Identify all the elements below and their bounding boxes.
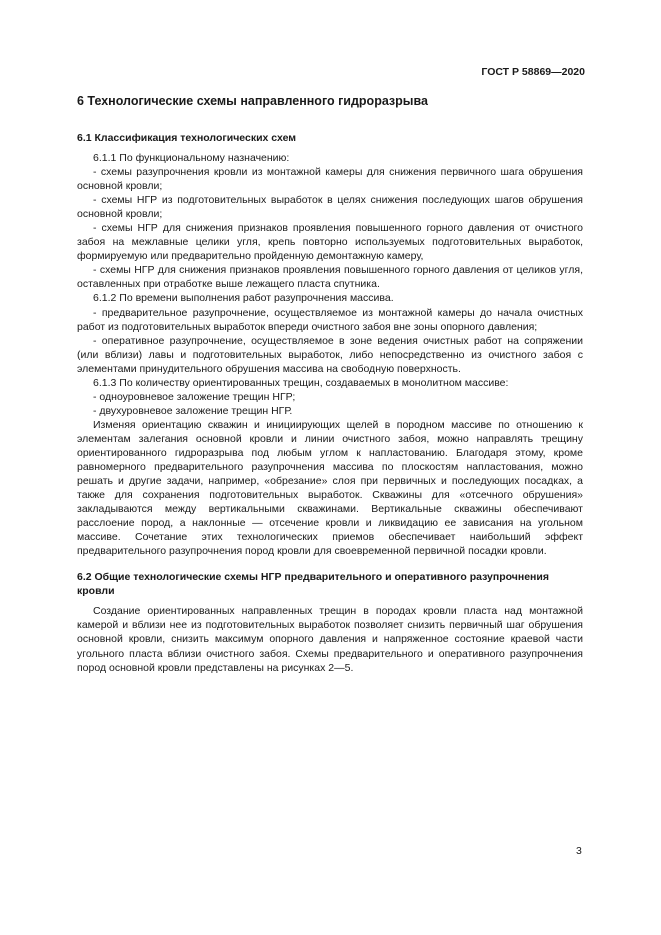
list-item: - одноуровневое заложение трещин НГР; <box>93 390 296 403</box>
list-item: - схемы разупрочнения кровли из монтажной камеры для снижения первичного шага обрушения основной кровли; <box>77 166 583 193</box>
list-item: - двухуровневое заложение трещин НГР. <box>93 404 293 417</box>
page-number: 3 <box>576 845 582 857</box>
list-item: - предварительное разупрочнение, осуществляемое из монтажной камеры до начала очистных работ из подготовительных выработок впереди очистного забоя вне зоны опорного давления; <box>77 306 583 333</box>
subsection-title: 6.1 Классификация технологических схем <box>77 132 297 144</box>
paragraph: 6.1.2 По времени выполнения работ разупрочнения массива. <box>93 292 394 305</box>
subsection-title: 6.2 Общие технологические схемы НГР предварительного и оперативного разупрочнения кровли <box>77 571 549 598</box>
paragraph: Изменяя ориентацию скважин и инициирующих щелей в породном массиве по отношению к элементам залегания основной кровли и линии очистного забоя, можно направлять трещину ориентированного гидроразрыва под любым углом к напластованию. Благодаря этому, кроме равномерного предварительного разупрочнения массива по плоскостям напластования, можно решать и другие задачи, например, «обрезание» слоя при первичных и последующих посадках, а также для сохранения подготовительных выработок. Скважины для «отсечного обрушения» закладываются между вертикальными скважинами. Вертикальные скважины обеспечивают расслоение пород, а наклонные — отсечение кровли и ликвидацию ее зависания на угольном массиве. Сочетание этих технологических приемов обеспечивает наибольший эффект предварительного разупрочнения пород кровли для своевременной первичной посадки кровли. <box>77 418 583 558</box>
section-title: 6 Технологические схемы направленного гидроразрыва <box>77 94 428 108</box>
list-item: - оперативное разупрочнение, осуществляемое в зоне ведения очистных работ на сопряжении (или вблизи) лавы и подготовительных выработок, либо непосредственно из очистного забоя с элементами принудительного обрушения массива на свободную поверхность. <box>77 334 583 375</box>
list-item: - схемы НГР для снижения признаков проявления повышенного горного давления от целиков угля, оставленных при отработке выше лежащего пласта спутника. <box>77 264 583 291</box>
list-item: - схемы НГР для снижения признаков проявления повышенного горного давления от очистного забоя на межлавные целики угля, крепь повторно используемых подготовительных выработок, формируемую или предварительно пройденную демонтажную камеру, <box>77 222 583 263</box>
paragraph: 6.1.3 По количеству ориентированных трещин, создаваемых в монолитном массиве: <box>93 376 509 389</box>
subsection-body <box>77 151 583 558</box>
page-content <box>77 93 583 675</box>
list-item: - схемы НГР из подготовительных выработок в целях снижения последующих шагов обрушения основной кровли; <box>77 194 583 221</box>
document-code: ГОСТ Р 58869—2020 <box>481 66 585 78</box>
subsection-body <box>77 604 583 674</box>
paragraph: 6.1.1 По функциональному назначению: <box>93 152 290 164</box>
paragraph: Создание ориентированных направленных трещин в породах кровли пласта над монтажной камерой и вблизи нее из подготовительных выработок позволяет снизить первичный шаг обрушения основной кровли, снизить максимум опорного давления и напряженное состояние краевой части угольного пласта вблизи очистного забоя. Схемы предварительного и оперативного разупрочнения пород основной кровли представлены на рисунках 2—5. <box>77 605 583 674</box>
